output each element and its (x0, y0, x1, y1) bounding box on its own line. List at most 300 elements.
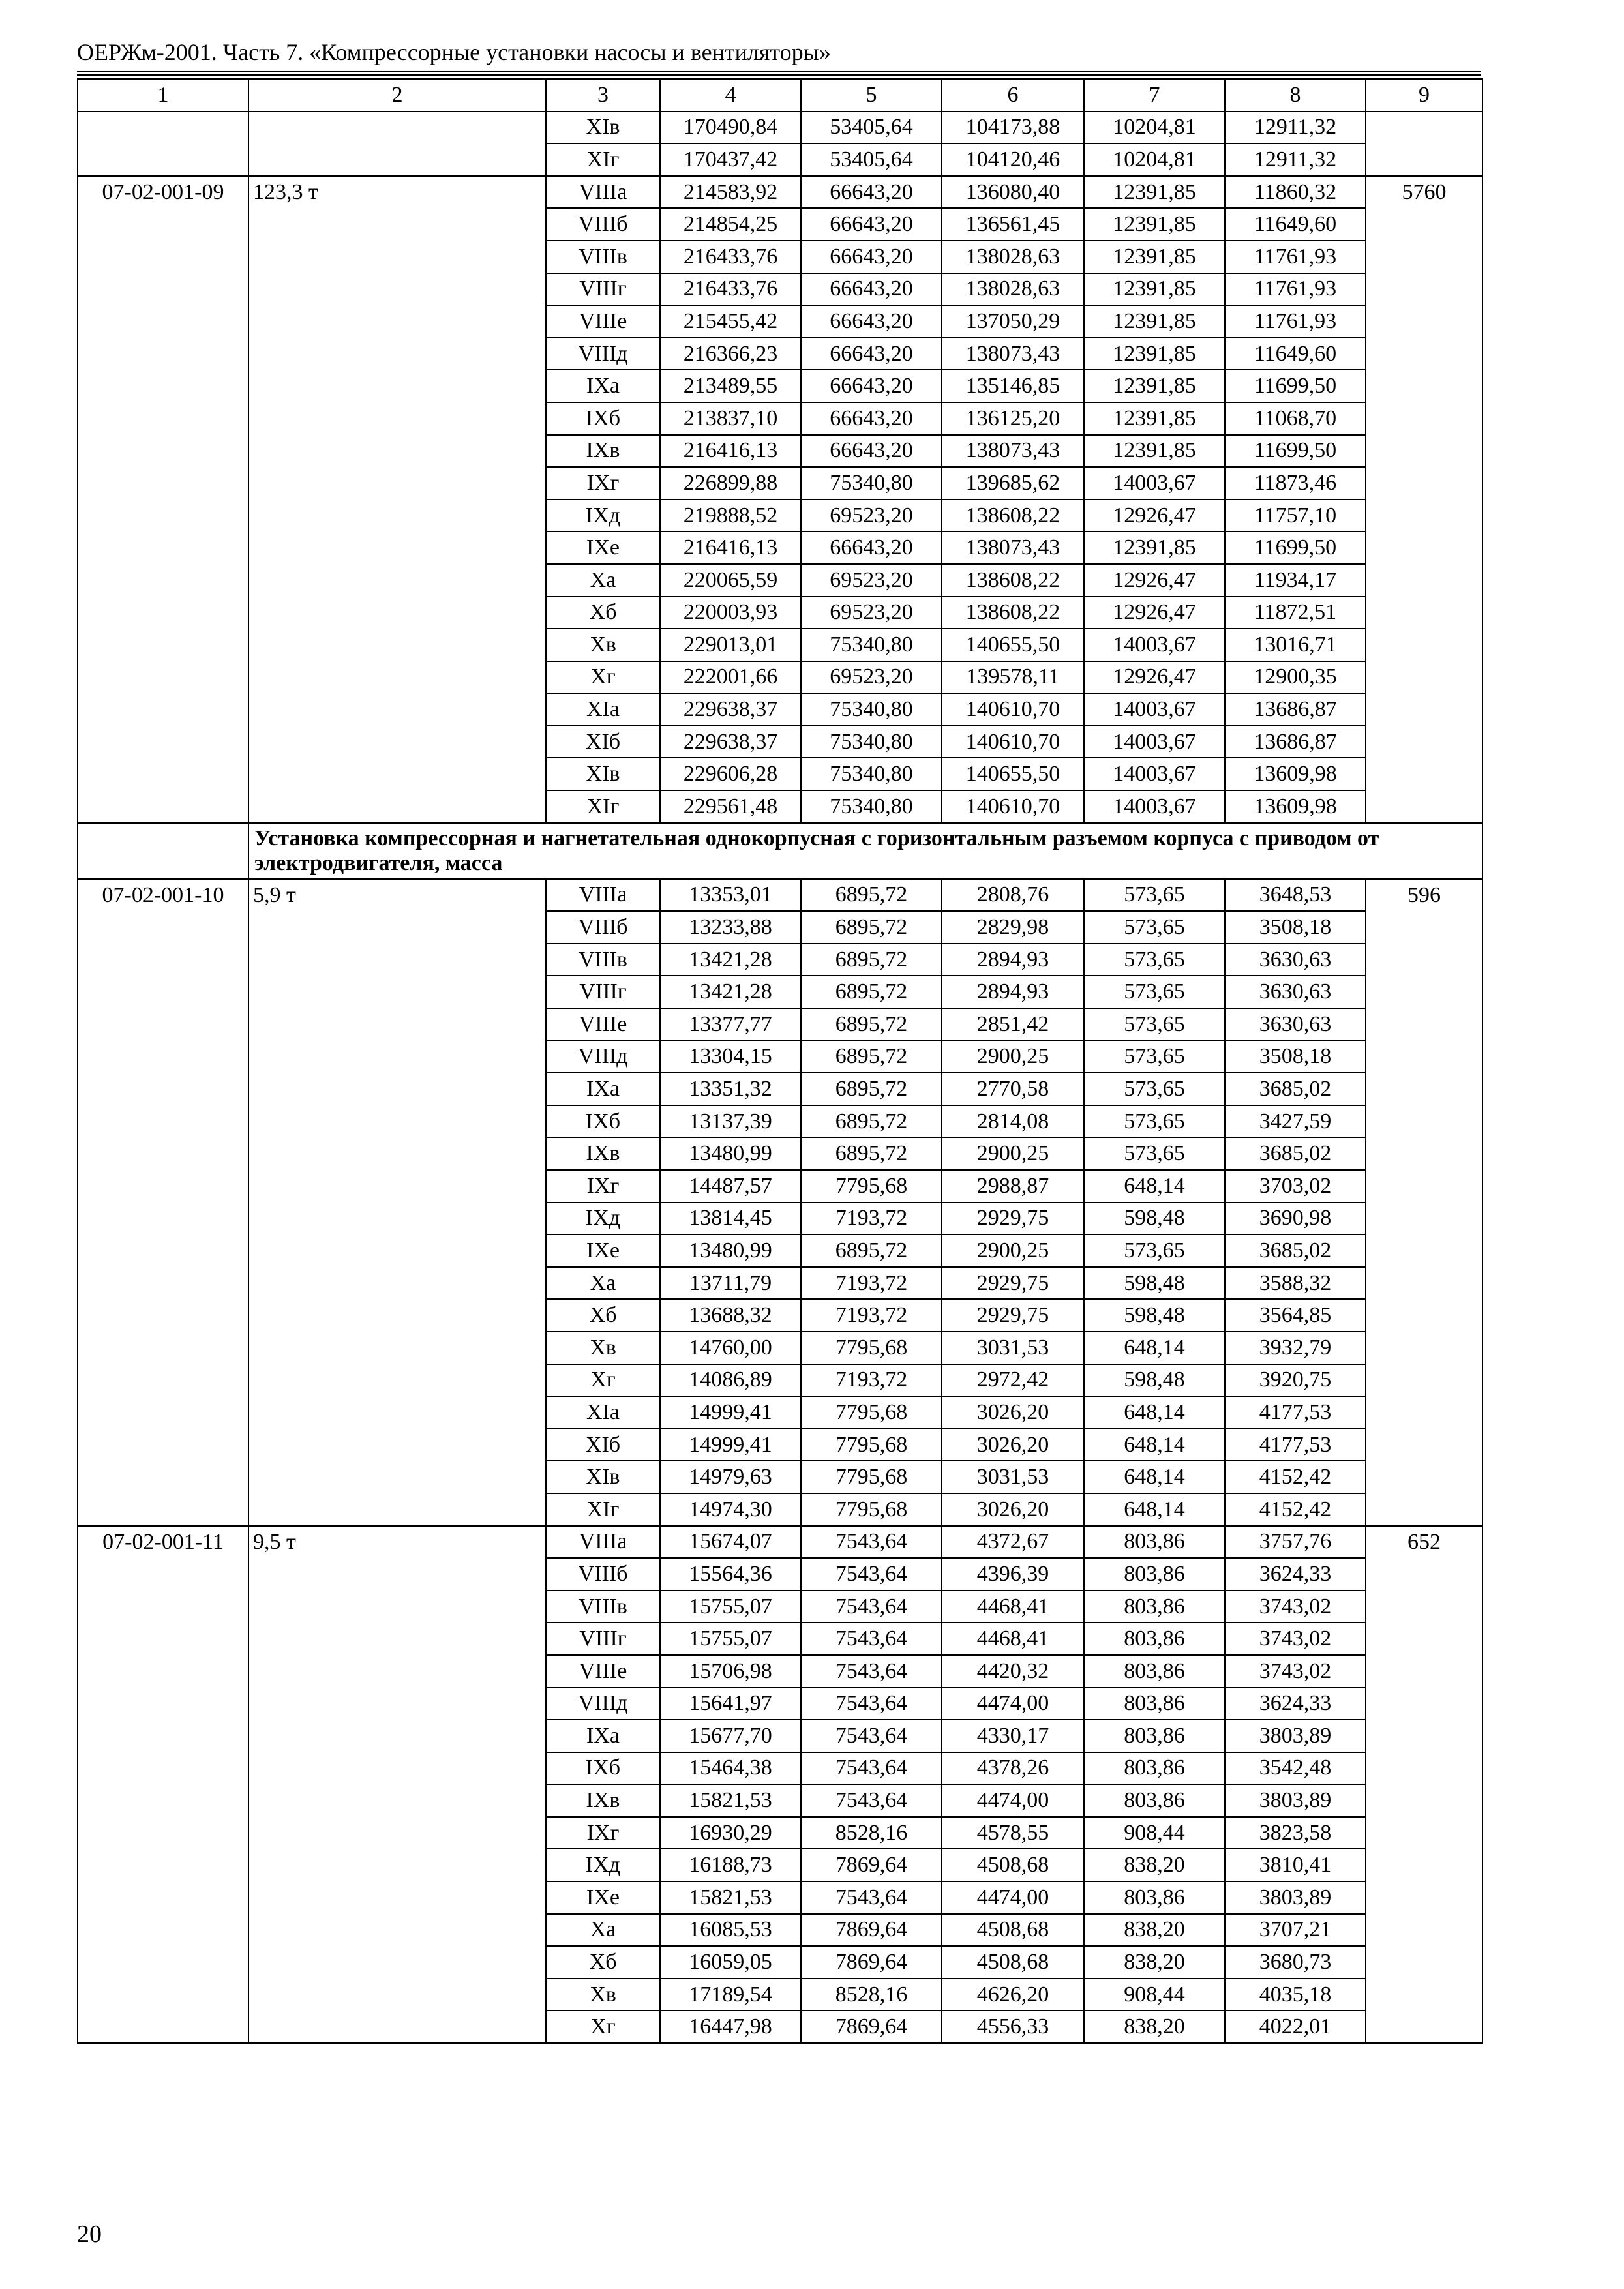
cost-wages: 7543,64 (801, 1881, 942, 1914)
cost-wages: 7795,68 (801, 1332, 942, 1364)
cost-machine-wages: 573,65 (1084, 1234, 1225, 1267)
cost-wages: 7869,64 (801, 1946, 942, 1979)
cost-machine-wages: 648,14 (1084, 1493, 1225, 1526)
cost-total: 15755,07 (660, 1623, 801, 1655)
cost-machine-wages: 648,14 (1084, 1332, 1225, 1364)
cost-wages: 7543,64 (801, 1591, 942, 1623)
cost-wages: 7543,64 (801, 1752, 942, 1785)
cost-total: 13304,15 (660, 1041, 801, 1073)
cost-machine-wages: 803,86 (1084, 1558, 1225, 1591)
cost-materials: 13686,87 (1225, 726, 1366, 758)
cost-materials: 11873,46 (1225, 467, 1366, 500)
cost-machines: 4474,00 (942, 1881, 1084, 1914)
cost-total: 213837,10 (660, 402, 801, 435)
cost-materials: 11872,51 (1225, 597, 1366, 629)
cost-total: 13814,45 (660, 1203, 801, 1235)
cost-materials: 13686,87 (1225, 693, 1366, 726)
cost-total: 15641,97 (660, 1688, 801, 1720)
cost-total: 214854,25 (660, 208, 801, 241)
cost-total: 13233,88 (660, 911, 801, 944)
mode-code: IXа (546, 1720, 660, 1752)
cost-machine-wages: 803,86 (1084, 1752, 1225, 1785)
cost-total: 16930,29 (660, 1817, 801, 1849)
cost-machine-wages: 14003,67 (1084, 758, 1225, 790)
cost-machines: 3031,53 (942, 1332, 1084, 1364)
price-table-body (78, 79, 1482, 2043)
cost-total: 229013,01 (660, 629, 801, 661)
cost-wages: 7795,68 (801, 1461, 942, 1493)
cost-total: 14999,41 (660, 1429, 801, 1461)
cost-wages: 75340,80 (801, 758, 942, 790)
cost-machines: 3026,20 (942, 1396, 1084, 1429)
cost-materials: 4177,53 (1225, 1429, 1366, 1461)
cost-total: 15821,53 (660, 1881, 801, 1914)
mode-code: VIIIб (546, 1558, 660, 1591)
cost-materials: 3648,53 (1225, 879, 1366, 912)
cost-materials: 3564,85 (1225, 1299, 1366, 1332)
cost-materials: 3690,98 (1225, 1203, 1366, 1235)
cost-machine-wages: 12391,85 (1084, 273, 1225, 306)
cost-machines: 2829,98 (942, 911, 1084, 944)
mode-code: VIIIг (546, 1623, 660, 1655)
column-header: 6 (942, 79, 1084, 112)
cost-machine-wages: 12926,47 (1084, 597, 1225, 629)
cost-materials: 11699,50 (1225, 531, 1366, 564)
cost-materials: 3685,02 (1225, 1073, 1366, 1105)
cost-wages: 7869,64 (801, 1849, 942, 1881)
cost-wages: 6895,72 (801, 1137, 942, 1170)
mode-code: IXг (546, 1170, 660, 1203)
price-table (77, 78, 1483, 2044)
cost-total: 222001,66 (660, 661, 801, 694)
cost-total: 16085,53 (660, 1914, 801, 1947)
cost-materials: 3624,33 (1225, 1558, 1366, 1591)
mode-code: Xг (546, 1364, 660, 1397)
cost-machines: 2894,93 (942, 944, 1084, 976)
labor-value (1366, 112, 1482, 176)
mode-code: IXв (546, 1784, 660, 1817)
cost-machine-wages: 14003,67 (1084, 693, 1225, 726)
cost-total: 15677,70 (660, 1720, 801, 1752)
cost-materials: 11761,93 (1225, 241, 1366, 273)
cost-machine-wages: 598,48 (1084, 1203, 1225, 1235)
mode-code: XIг (546, 790, 660, 823)
column-header-row (78, 79, 1482, 112)
labor-value: 596 (1366, 879, 1482, 1526)
cost-machine-wages: 838,20 (1084, 1849, 1225, 1881)
cost-total: 213489,55 (660, 370, 801, 402)
mode-code: Xа (546, 1914, 660, 1947)
cost-machine-wages: 12391,85 (1084, 402, 1225, 435)
cost-machines: 4508,68 (942, 1849, 1084, 1881)
mode-code: IXд (546, 500, 660, 532)
mode-code: Xг (546, 2011, 660, 2043)
unit-mass: 5,9 т (248, 879, 546, 1526)
cost-materials: 3680,73 (1225, 1946, 1366, 1979)
cost-total: 219888,52 (660, 500, 801, 532)
cost-total: 170437,42 (660, 143, 801, 176)
cost-materials: 13609,98 (1225, 758, 1366, 790)
cost-wages: 75340,80 (801, 629, 942, 661)
cost-total: 15821,53 (660, 1784, 801, 1817)
section-title: Установка компрессорная и нагнетательная однокорпусная с горизонтальным разъемом корпуса с приводом от электродвигателя, масса (248, 823, 1482, 879)
section-row (78, 823, 1482, 879)
cost-materials: 3630,63 (1225, 1008, 1366, 1041)
cost-materials: 4035,18 (1225, 1979, 1366, 2011)
mode-code: IXе (546, 1881, 660, 1914)
cost-machine-wages: 648,14 (1084, 1429, 1225, 1461)
cost-materials: 4152,42 (1225, 1461, 1366, 1493)
cost-wages: 7795,68 (801, 1170, 942, 1203)
mode-code: IXв (546, 435, 660, 468)
cost-machine-wages: 573,65 (1084, 1008, 1225, 1041)
cost-machines: 138073,43 (942, 435, 1084, 468)
cost-machine-wages: 12926,47 (1084, 500, 1225, 532)
cost-total: 13353,01 (660, 879, 801, 912)
cost-machines: 2894,93 (942, 976, 1084, 1008)
cost-machine-wages: 12391,85 (1084, 241, 1225, 273)
cost-machines: 138073,43 (942, 338, 1084, 370)
cost-machine-wages: 573,65 (1084, 1073, 1225, 1105)
mode-code: XIв (546, 112, 660, 144)
cost-machines: 2900,25 (942, 1234, 1084, 1267)
mode-code: VIIIе (546, 1008, 660, 1041)
cost-machine-wages: 573,65 (1084, 976, 1225, 1008)
cost-total: 16188,73 (660, 1849, 801, 1881)
mode-code: XIг (546, 1493, 660, 1526)
mode-code: IXг (546, 1817, 660, 1849)
cost-machines: 137050,29 (942, 305, 1084, 338)
cost-wages: 7795,68 (801, 1429, 942, 1461)
cost-materials: 3743,02 (1225, 1623, 1366, 1655)
cost-total: 229606,28 (660, 758, 801, 790)
mode-code: IXб (546, 402, 660, 435)
cost-machines: 2929,75 (942, 1299, 1084, 1332)
unit-mass: 9,5 т (248, 1526, 546, 2044)
cost-wages: 7543,64 (801, 1558, 942, 1591)
cost-machine-wages: 14003,67 (1084, 467, 1225, 500)
cost-materials: 11699,50 (1225, 370, 1366, 402)
cost-total: 220065,59 (660, 564, 801, 597)
cost-machines: 2851,42 (942, 1008, 1084, 1041)
cost-wages: 66643,20 (801, 531, 942, 564)
cost-materials: 3427,59 (1225, 1105, 1366, 1138)
mode-code: Xб (546, 1946, 660, 1979)
cost-wages: 7795,68 (801, 1396, 942, 1429)
cost-materials: 12911,32 (1225, 143, 1366, 176)
cost-total: 13688,32 (660, 1299, 801, 1332)
cost-wages: 6895,72 (801, 944, 942, 976)
cost-machines: 104173,88 (942, 112, 1084, 144)
cost-wages: 7543,64 (801, 1526, 942, 1559)
mode-code: VIIIв (546, 1591, 660, 1623)
mode-code: IXв (546, 1137, 660, 1170)
cost-total: 14086,89 (660, 1364, 801, 1397)
cost-total: 229561,48 (660, 790, 801, 823)
cost-machines: 104120,46 (942, 143, 1084, 176)
cost-total: 214583,92 (660, 176, 801, 209)
cost-wages: 75340,80 (801, 726, 942, 758)
cost-materials: 3803,89 (1225, 1784, 1366, 1817)
cost-machines: 2988,87 (942, 1170, 1084, 1203)
cost-total: 15464,38 (660, 1752, 801, 1785)
cost-materials: 3685,02 (1225, 1137, 1366, 1170)
norm-code: 07-02-001-11 (78, 1526, 248, 2044)
mode-code: VIIIа (546, 1526, 660, 1559)
cost-materials: 4022,01 (1225, 2011, 1366, 2043)
cost-total: 14979,63 (660, 1461, 801, 1493)
cost-total: 16059,05 (660, 1946, 801, 1979)
mode-code: VIIIа (546, 879, 660, 912)
cost-wages: 7193,72 (801, 1267, 942, 1300)
mode-code: IXд (546, 1849, 660, 1881)
cost-machine-wages: 10204,81 (1084, 112, 1225, 144)
mode-code: VIIIд (546, 338, 660, 370)
cost-wages: 53405,64 (801, 112, 942, 144)
cost-wages: 8528,16 (801, 1817, 942, 1849)
mode-code: VIIIд (546, 1688, 660, 1720)
mode-code: VIIIе (546, 305, 660, 338)
mode-code: XIб (546, 726, 660, 758)
cost-total: 17189,54 (660, 1979, 801, 2011)
cost-materials: 11934,17 (1225, 564, 1366, 597)
cost-total: 13421,28 (660, 976, 801, 1008)
mode-code: Xв (546, 629, 660, 661)
cost-materials: 3685,02 (1225, 1234, 1366, 1267)
cost-materials: 3703,02 (1225, 1170, 1366, 1203)
table-row (78, 176, 1482, 209)
mode-code: Xб (546, 1299, 660, 1332)
cost-wages: 75340,80 (801, 467, 942, 500)
page-number: 20 (77, 2221, 102, 2248)
cost-wages: 6895,72 (801, 1073, 942, 1105)
cost-machine-wages: 803,86 (1084, 1720, 1225, 1752)
cost-machines: 4396,39 (942, 1558, 1084, 1591)
mode-code: VIIIв (546, 944, 660, 976)
column-header: 5 (801, 79, 942, 112)
cost-total: 229638,37 (660, 726, 801, 758)
cost-machine-wages: 598,48 (1084, 1267, 1225, 1300)
column-header: 4 (660, 79, 801, 112)
cost-machine-wages: 12391,85 (1084, 176, 1225, 209)
cost-machine-wages: 803,86 (1084, 1655, 1225, 1688)
cost-materials: 3542,48 (1225, 1752, 1366, 1785)
mode-code: VIIIб (546, 208, 660, 241)
cost-machine-wages: 14003,67 (1084, 790, 1225, 823)
cost-machine-wages: 648,14 (1084, 1461, 1225, 1493)
mode-code: XIг (546, 143, 660, 176)
cost-machines: 4378,26 (942, 1752, 1084, 1785)
mode-code: IXа (546, 370, 660, 402)
cost-materials: 4177,53 (1225, 1396, 1366, 1429)
mode-code: Xб (546, 597, 660, 629)
cost-machines: 136080,40 (942, 176, 1084, 209)
cost-total: 14487,57 (660, 1170, 801, 1203)
norm-code (78, 112, 248, 176)
cost-total: 216433,76 (660, 241, 801, 273)
cost-total: 13480,99 (660, 1234, 801, 1267)
mode-code: VIIIг (546, 273, 660, 306)
mode-code: XIа (546, 1396, 660, 1429)
mode-code: IXд (546, 1203, 660, 1235)
table-row (78, 879, 1482, 912)
cost-materials: 3803,89 (1225, 1881, 1366, 1914)
cost-machines: 140610,70 (942, 693, 1084, 726)
cost-machine-wages: 573,65 (1084, 911, 1225, 944)
cost-wages: 75340,80 (801, 790, 942, 823)
cost-materials: 11699,50 (1225, 435, 1366, 468)
cost-wages: 7795,68 (801, 1493, 942, 1526)
mode-code: XIв (546, 1461, 660, 1493)
cost-wages: 7543,64 (801, 1784, 942, 1817)
cost-materials: 11649,60 (1225, 338, 1366, 370)
mode-code: IXб (546, 1752, 660, 1785)
cost-total: 215455,42 (660, 305, 801, 338)
cost-materials: 12911,32 (1225, 112, 1366, 144)
cost-materials: 3707,21 (1225, 1914, 1366, 1947)
cost-machines: 2814,08 (942, 1105, 1084, 1138)
cost-wages: 66643,20 (801, 402, 942, 435)
cost-materials: 13016,71 (1225, 629, 1366, 661)
cost-total: 229638,37 (660, 693, 801, 726)
cost-wages: 7543,64 (801, 1655, 942, 1688)
cost-wages: 7869,64 (801, 1914, 942, 1947)
cost-total: 216416,13 (660, 531, 801, 564)
cost-wages: 69523,20 (801, 500, 942, 532)
cost-machines: 4474,00 (942, 1688, 1084, 1720)
mode-code: VIIIд (546, 1041, 660, 1073)
cost-machines: 3026,20 (942, 1429, 1084, 1461)
mode-code: VIIIа (546, 176, 660, 209)
cost-total: 170490,84 (660, 112, 801, 144)
cost-materials: 4152,42 (1225, 1493, 1366, 1526)
cost-machine-wages: 803,86 (1084, 1881, 1225, 1914)
cost-materials: 3508,18 (1225, 911, 1366, 944)
cost-machine-wages: 14003,67 (1084, 726, 1225, 758)
norm-code: 07-02-001-10 (78, 879, 248, 1526)
cost-machine-wages: 803,86 (1084, 1526, 1225, 1559)
cost-total: 15674,07 (660, 1526, 801, 1559)
column-header: 1 (78, 79, 248, 112)
cost-total: 13377,77 (660, 1008, 801, 1041)
cost-total: 13480,99 (660, 1137, 801, 1170)
cost-machine-wages: 12391,85 (1084, 435, 1225, 468)
cost-wages: 6895,72 (801, 976, 942, 1008)
cost-materials: 3803,89 (1225, 1720, 1366, 1752)
cost-machines: 138073,43 (942, 531, 1084, 564)
cost-total: 15706,98 (660, 1655, 801, 1688)
cost-machine-wages: 803,86 (1084, 1688, 1225, 1720)
cost-machines: 2929,75 (942, 1267, 1084, 1300)
cost-machine-wages: 908,44 (1084, 1817, 1225, 1849)
cost-machine-wages: 838,20 (1084, 1946, 1225, 1979)
cost-machines: 2808,76 (942, 879, 1084, 912)
mode-code: XIа (546, 693, 660, 726)
cost-machines: 2900,25 (942, 1041, 1084, 1073)
cost-total: 226899,88 (660, 467, 801, 500)
cost-materials: 3810,41 (1225, 1849, 1366, 1881)
cost-machines: 135146,85 (942, 370, 1084, 402)
cost-machine-wages: 12926,47 (1084, 564, 1225, 597)
norm-code: 07-02-001-09 (78, 176, 248, 823)
cost-machine-wages: 598,48 (1084, 1299, 1225, 1332)
cost-machine-wages: 803,86 (1084, 1591, 1225, 1623)
cost-machines: 138028,63 (942, 241, 1084, 273)
cost-machines: 138608,22 (942, 500, 1084, 532)
cost-machines: 4508,68 (942, 1914, 1084, 1947)
cost-total: 216366,23 (660, 338, 801, 370)
cost-wages: 6895,72 (801, 1041, 942, 1073)
cost-total: 14760,00 (660, 1332, 801, 1364)
cost-materials: 11860,32 (1225, 176, 1366, 209)
cost-wages: 69523,20 (801, 564, 942, 597)
cost-machines: 4556,33 (942, 2011, 1084, 2043)
cost-wages: 7543,64 (801, 1623, 942, 1655)
unit-mass: 123,3 т (248, 176, 546, 823)
cost-materials: 3920,75 (1225, 1364, 1366, 1397)
mode-code: VIIIе (546, 1655, 660, 1688)
column-header: 9 (1366, 79, 1482, 112)
cost-machine-wages: 803,86 (1084, 1623, 1225, 1655)
cost-machine-wages: 573,65 (1084, 1105, 1225, 1138)
cost-machines: 138608,22 (942, 564, 1084, 597)
cost-total: 14974,30 (660, 1493, 801, 1526)
header-rule (77, 71, 1481, 72)
cost-machine-wages: 12391,85 (1084, 338, 1225, 370)
document-header: ОЕРЖм-2001. Часть 7. «Компрессорные установки насосы и вентиляторы» (77, 39, 831, 65)
cost-materials: 3630,63 (1225, 944, 1366, 976)
mode-code: Xа (546, 564, 660, 597)
cost-machine-wages: 648,14 (1084, 1170, 1225, 1203)
cost-wages: 66643,20 (801, 208, 942, 241)
cost-machine-wages: 598,48 (1084, 1364, 1225, 1397)
cost-machines: 4626,20 (942, 1979, 1084, 2011)
cost-total: 15564,36 (660, 1558, 801, 1591)
cost-wages: 66643,20 (801, 176, 942, 209)
cost-wages: 66643,20 (801, 370, 942, 402)
cost-machines: 140655,50 (942, 629, 1084, 661)
cost-wages: 66643,20 (801, 273, 942, 306)
cost-machine-wages: 14003,67 (1084, 629, 1225, 661)
cost-machine-wages: 12391,85 (1084, 208, 1225, 241)
cost-wages: 7193,72 (801, 1364, 942, 1397)
cost-materials: 3932,79 (1225, 1332, 1366, 1364)
cost-materials: 13609,98 (1225, 790, 1366, 823)
cost-wages: 66643,20 (801, 435, 942, 468)
cost-machines: 138608,22 (942, 597, 1084, 629)
cost-machines: 139685,62 (942, 467, 1084, 500)
cost-machine-wages: 573,65 (1084, 879, 1225, 912)
cost-materials: 11761,93 (1225, 305, 1366, 338)
cost-total: 15755,07 (660, 1591, 801, 1623)
cost-materials: 11068,70 (1225, 402, 1366, 435)
mode-code: Xв (546, 1332, 660, 1364)
cost-machines: 136561,45 (942, 208, 1084, 241)
cost-wages: 66643,20 (801, 305, 942, 338)
cost-machines: 139578,11 (942, 661, 1084, 694)
mode-code: VIIIг (546, 976, 660, 1008)
cost-machine-wages: 648,14 (1084, 1396, 1225, 1429)
cost-materials: 3743,02 (1225, 1591, 1366, 1623)
cost-machines: 140610,70 (942, 726, 1084, 758)
cost-wages: 6895,72 (801, 879, 942, 912)
labor-value: 5760 (1366, 176, 1482, 823)
cost-machines: 2900,25 (942, 1137, 1084, 1170)
section-empty-cell (78, 823, 248, 879)
mode-code: IXе (546, 531, 660, 564)
cost-wages: 6895,72 (801, 1234, 942, 1267)
mode-code: Xг (546, 661, 660, 694)
